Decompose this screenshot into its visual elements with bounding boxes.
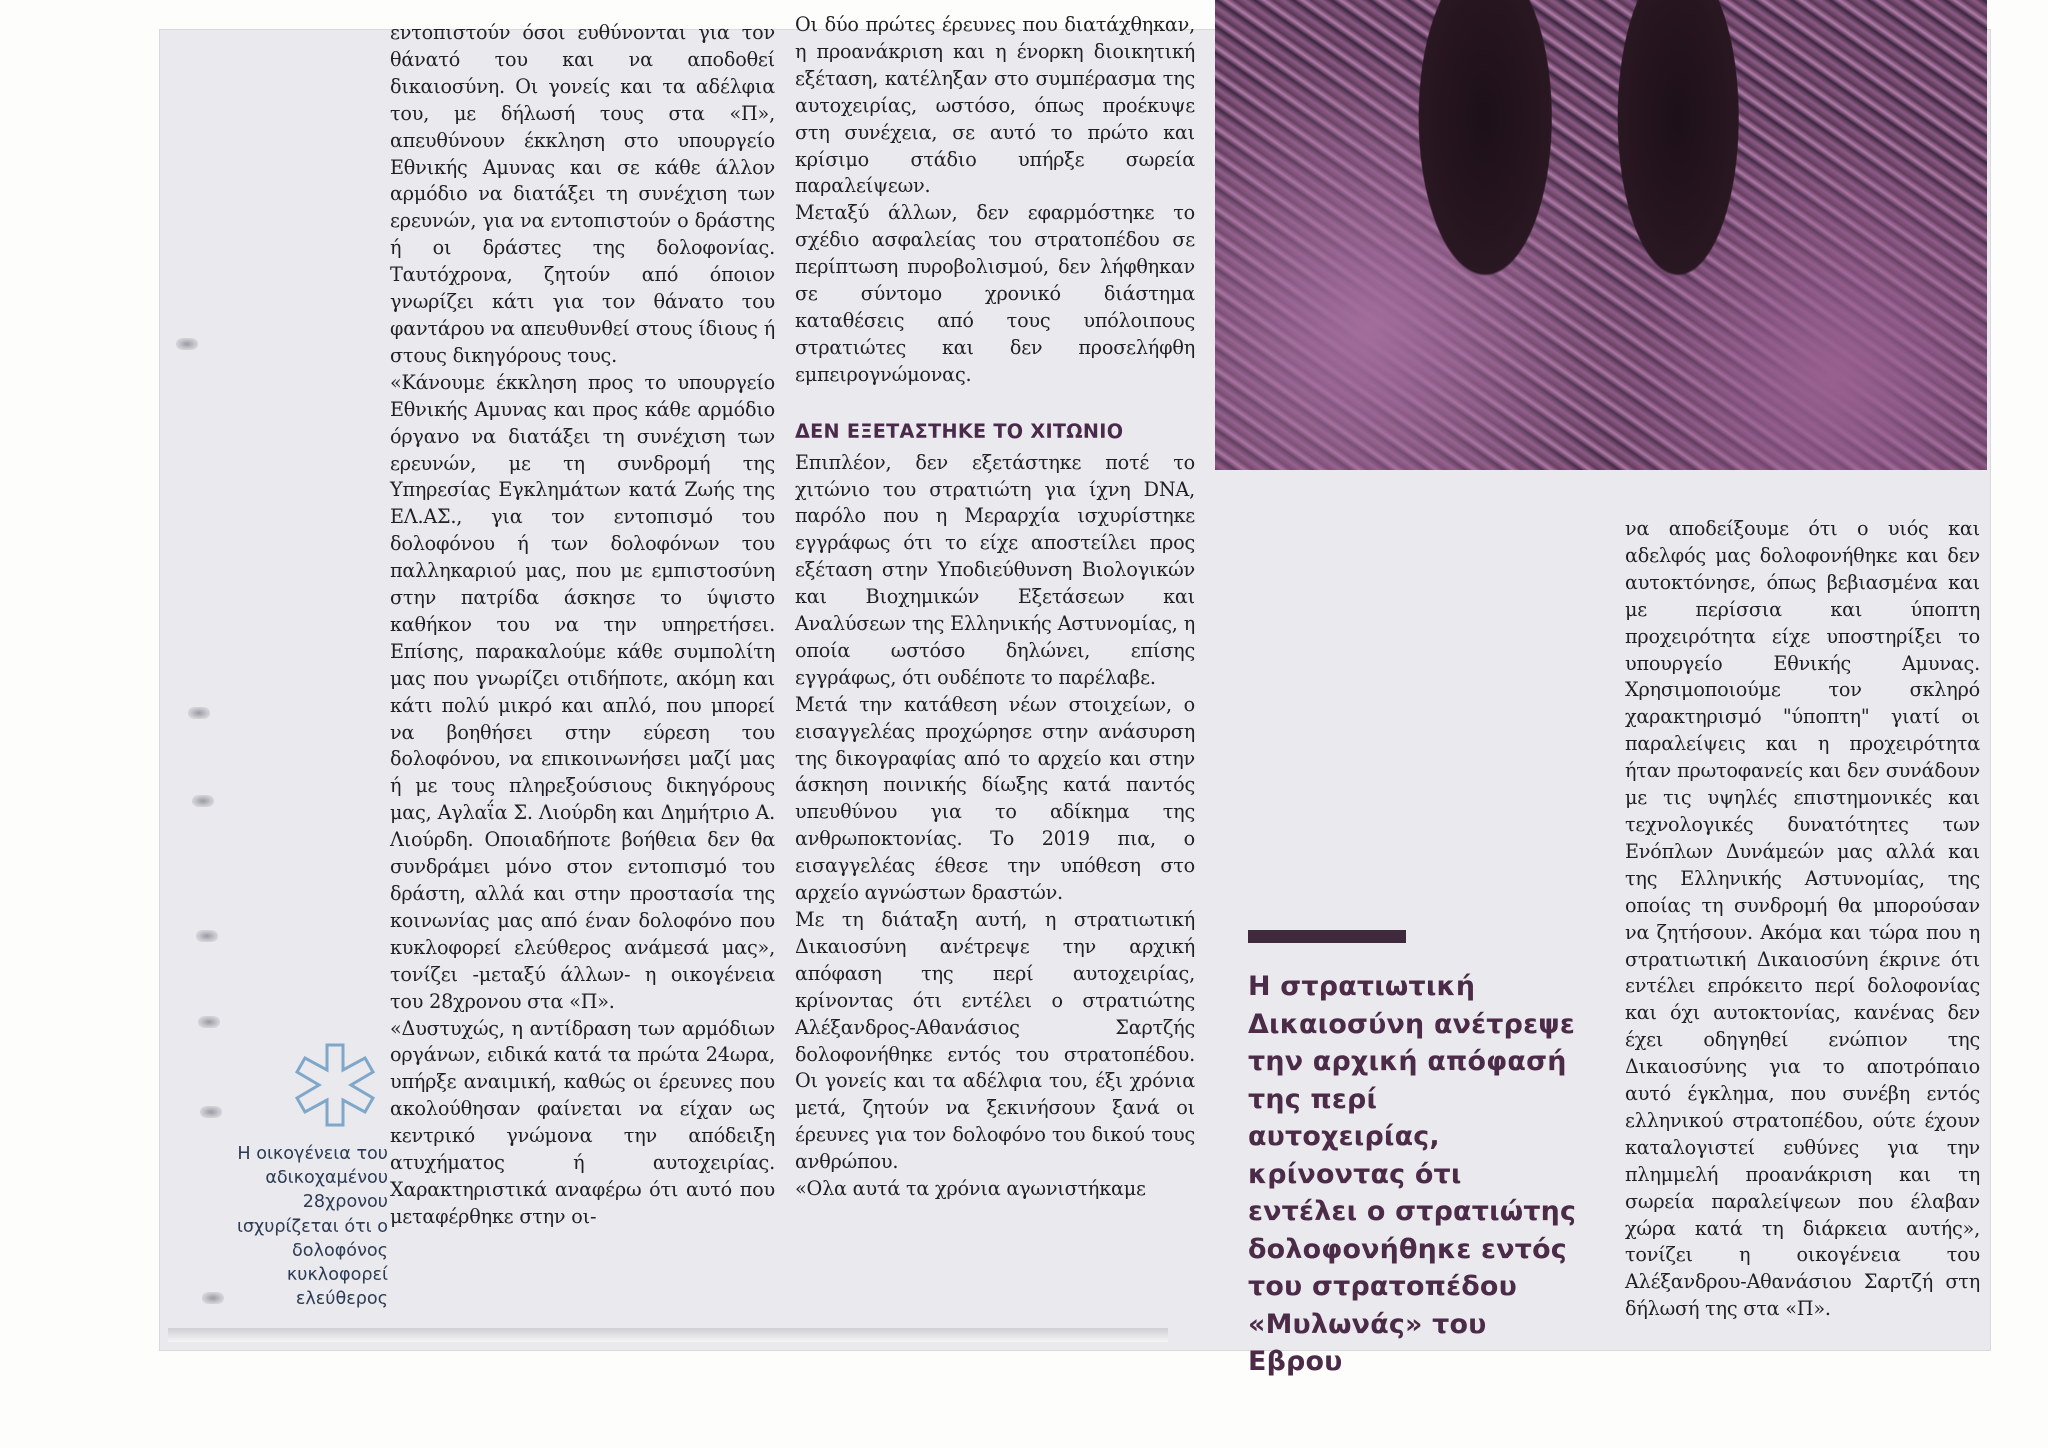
asterisk-icon (290, 1040, 380, 1130)
pullquote-rule (1248, 930, 1406, 943)
paragraph: Με τη διάταξη αυτή, η στρατιωτική Δικαιοσύνη ανέτρεψε την αρχική απόφαση της περί αυτοχειρίας, κρίνοντας ότι εντέλει ο στρατιώτης Αλέξανδρος-Αθανάσιος Σαρτζής δολοφονήθηκε εντός του στρατοπέδου. Οι γονείς και τα αδέλφια του, έξι χρόνια μετά, ζητούν να ξεκινήσουν ξανά οι έρευνες για τον δολοφόνο του δικού τους ανθρώπου. (795, 908, 1195, 1174)
binder-hole (200, 1106, 222, 1118)
binder-hole (192, 795, 214, 807)
paragraph: Μεταξύ άλλων, δεν εφαρμόστηκε το σχέδιο ασφαλείας του στρατοπέδου σε περίπτωση πυροβολισμού, δεν λήφθηκαν σε σύντομο χρονικό διάστημα καταθέσεις από τους υπόλοιπους στρατιώτες και δεν προσελήφθη εμπειρογνώμονας. (795, 201, 1195, 386)
photo-caption: Η οικογένεια του αδικοχαμένου 28χρονου ισχυρίζεται ότι ο δολοφόνος κυκλοφορεί ελεύθερος (236, 1144, 388, 1310)
paragraph: «Κάνουμε έκκληση προς το υπουργείο Εθνικής Αμυνας και προς κάθε αρμόδιο όργανο να διατάξει τη συνέχιση των ερευνών, με τη συνδρομή της Υπηρεσίας Εγκλημάτων κατά Ζωής της ΕΛ.ΑΣ., για τον εντοπισμό του δολοφόνου ή των δολοφόνων του παλληκαριού μας, που με εμπιστοσύνη στην πατρίδα άσκησε το ύψιστο καθήκον του να την υπηρετήσει. Επίσης, παρακαλούμε κάθε συμπολίτη μας που γνωρίζει οτιδήποτε, ακόμη και κάτι πολύ μικρό και απλό, που μπορεί να βοηθήσει στην εύρεση του δολοφόνου, να επικοινωνήσει μαζί μας ή με τους πληρεξούσιους δικηγόρους μας, Αγλαΐα Σ. Λιούρδη και Δημήτριο Α. Λιούρδη. Οποιαδήποτε βοήθεια δεν θα συνδράμει μόνο στον εντοπισμό του δράστη, αλλά και στην προστασία της κοινωνίας μας από έναν δολοφόνο που κυκλοφορεί ελεύθερος ανάμεσά μας», τονίζει -μεταξύ άλλων- η οικογένεια του 28χρονου στα «Π». (390, 370, 775, 1013)
binder-hole (196, 930, 218, 942)
paragraph: Επιπλέον, δεν εξετάστηκε ποτέ το χιτώνιο του στρατιώτη για ίχνη DNA, παρόλο που η Μεραρχία ισχυρίστηκε εγγράφως ότι το είχε αποστείλει προς εξέταση στην Υποδιεύθυνση Βιολογικών και Βιοχημικών Εξετάσεων και Αναλύσεων της Ελληνικής Αστυνομίας, η οποία ωστόσο δηλώνει, επίσης εγγράφως, ότι ουδέποτε το παρέλαβε. (795, 450, 1195, 689)
pullquote: Η στρατιωτική Δικαιοσύνη ανέτρεψε την αρχική απόφασή της περί αυτοχειρίας, κρίνοντας ότι εντέλει ο στρατιώτης δολοφονήθηκε εντός του στρατοπέδου «Μυλωνάς» του Εβρου (1248, 971, 1577, 1377)
paragraph: να αποδείξουμε ότι ο υιός και αδελφός μας δολοφονήθηκε και δεν αυτοκτόνησε, όπως βεβιασμένα και με περίσσια και ύποπτη προχειρότητα είχε υποστηρίξει το υπουργείο Εθνικής Αμυνας. Χρησιμοποιούμε τον σκληρό χαρακτηρισμό "ύποπτη" γιατί οι παραλείψεις και η προχειρότητα ήταν πρωτοφανείς και δεν συνάδουν με τις υψηλές επιστημονικές και τεχνολογικές δυνατότητες των Ενόπλων Δυνάμεών μας αλλά και της Ελληνικής Αστυνομίας, της οποίας τη συνδρομή θα μπορούσαν να ζητήσουν. Ακόμα και τώρα που η στρατιωτική Δικαιοσύνη έκρινε ότι εντέλει επρόκειτο περί δολοφονίας και όχι αυτοκτονίας, κανένας δεν έχει οδηγηθεί ενώπιον της Δικαιοσύνης για το αποτρόπαιο αυτό έγκλημα, που συνέβη εντός ελληνικού στρατοπέδου, ούτε έχουν καταλογιστεί ευθύνες για την πλημμελή προανάκριση και τη σωρεία παραλείψεων που έλαβαν χώρα κατά τη διάρκεια αυτής», τονίζει η οικογένεια του Αλέξανδρου-Αθανάσιου Σαρτζή στη δήλωσή της στα «Π». (1625, 517, 1980, 1321)
binder-hole (198, 1016, 220, 1028)
article-column-1 (390, 20, 775, 1231)
paragraph: Οι δύο πρώτες έρευνες που διατάχθηκαν, η προανάκριση και η ένορκη διοικητική εξέταση, κατέληξαν στο συμπέρασμα της αυτοχειρίας, ωστόσο, όπως προέκυψε στη συνέχεια, σε αυτό το πρώτο και κρίσιμο στάδιο υπήρξε σωρεία παραλείψεων. (795, 13, 1195, 198)
paragraph: «Δυστυχώς, η αντίδραση των αρμόδιων οργάνων, ειδικά κατά τα πρώτα 24ωρα, υπήρξε αναιμική, καθώς οι έρευνες που ακολούθησαν φαίνεται να είχαν ως κεντρικό γνώμονα την απόδειξη ατυχήματος ή αυτοχειρίας. Χαρακτηριστικά αναφέρω ότι αυτό που μεταφέρθηκε στην οι- (390, 1016, 775, 1228)
page-edge-shadow (168, 1328, 1168, 1342)
article-column-4 (1625, 516, 1980, 1323)
binder-hole (188, 707, 210, 719)
binder-hole (176, 338, 198, 350)
paragraph: εντοπιστούν όσοι ευθύνονται για τον θάνατό του και να αποδοθεί δικαιοσύνη. Οι γονείς και τα αδέλφια του, με δήλωσή τους στα «Π», απευθύνουν έκκληση στο υπουργείο Εθνικής Αμυνας και σε κάθε άλλον αρμόδιο να διατάξει τη συνέχιση των ερευνών, για να εντοπιστούν ο δράστης ή οι δράστες της δολοφονίας. Ταυτόχρονα, ζητούν από όποιον γνωρίζει κάτι για τον θάνατο του φαντάρου να απευθυνθεί στους ίδιους ή στους δικηγόρους τους. (390, 21, 775, 367)
paragraph: «Ολα αυτά τα χρόνια αγωνιστήκαμε (795, 1177, 1146, 1201)
article-column-2 (795, 12, 1195, 1203)
article-photo (1215, 0, 1987, 470)
paragraph: Μετά την κατάθεση νέων στοιχείων, ο εισαγγελέας προχώρησε στην ανάσυρση της δικογραφίας από το αρχείο και στην άσκηση ποινικής δίωξης κατά παντός υπευθύνου για το αδίκημα της ανθρωποκτονίας. Το 2019 πια, ο εισαγγελέας έθεσε την υπόθεση στο αρχείο αγνώστων δραστών. (795, 692, 1195, 905)
section-subheading: ΔΕΝ ΕΞΕΤΑΣΤΗΚΕ ΤΟ ΧΙΤΩΝΙΟ (795, 419, 1124, 443)
